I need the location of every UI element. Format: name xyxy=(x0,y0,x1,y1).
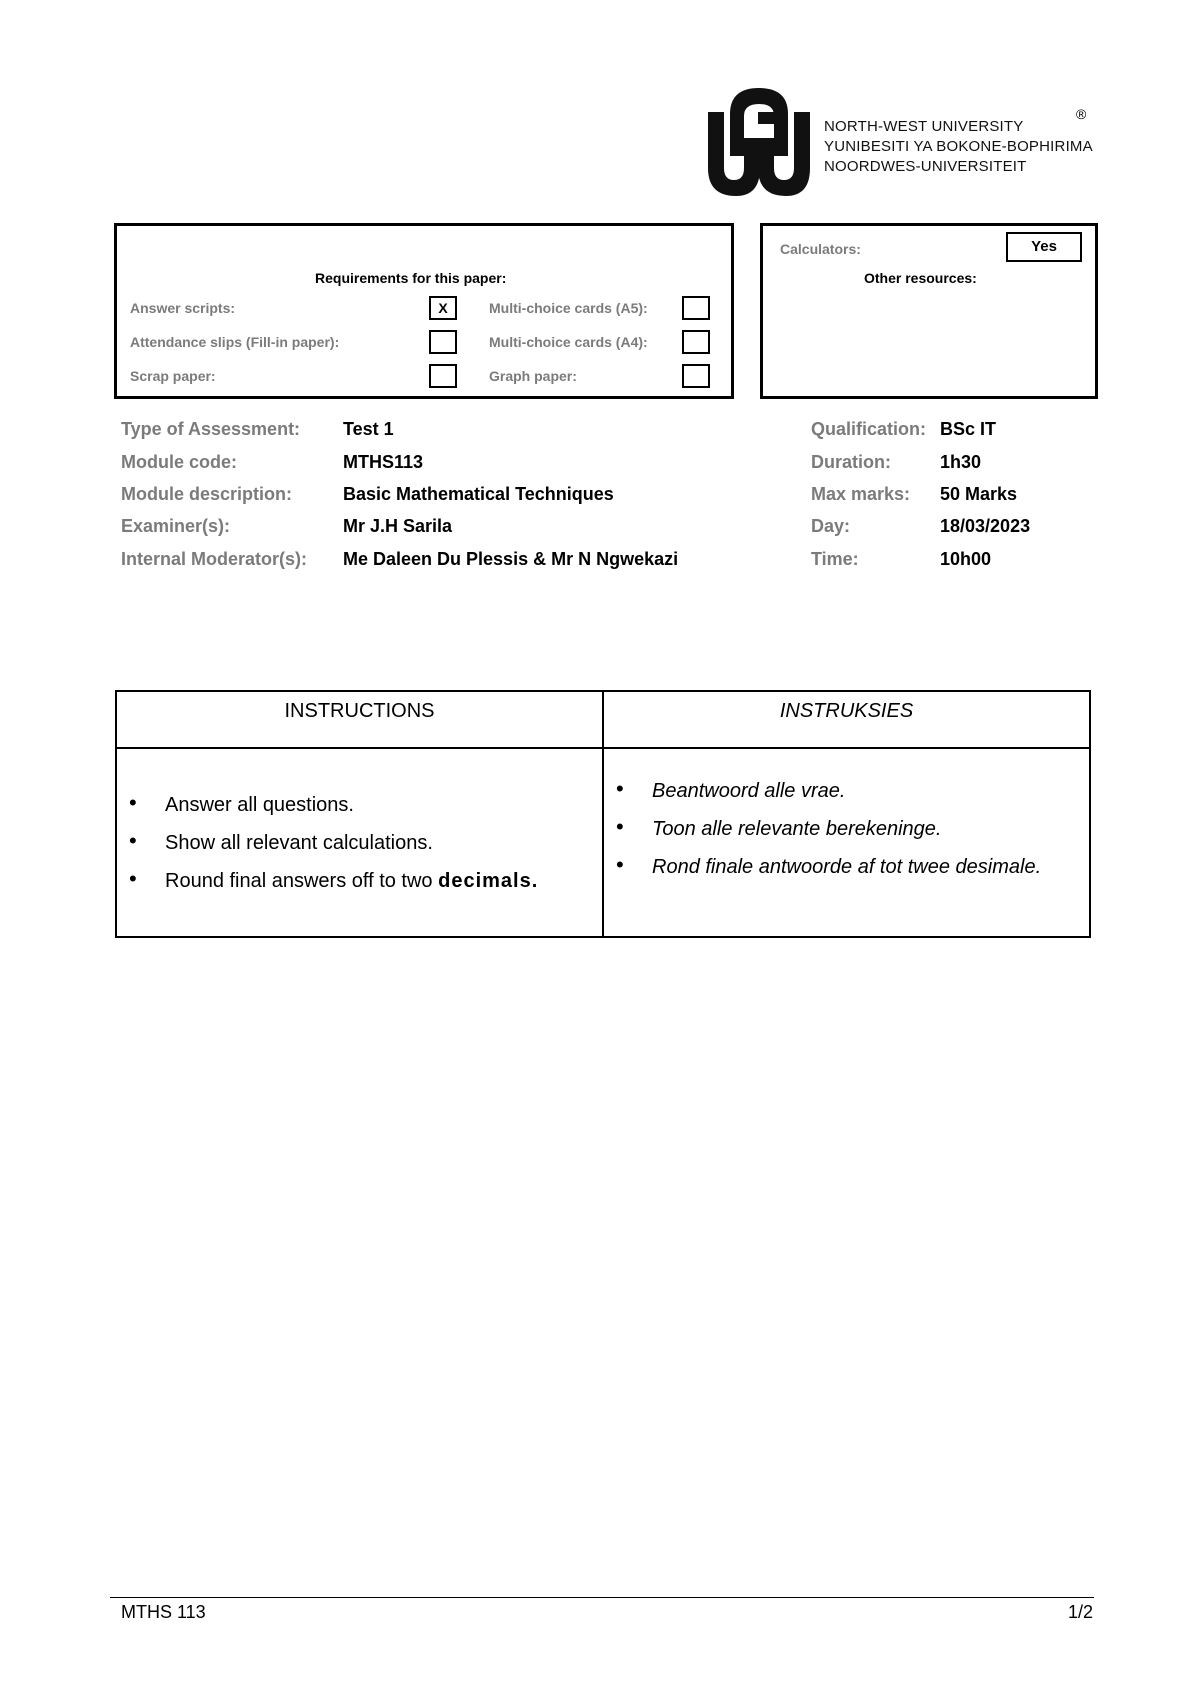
requirement-checkbox[interactable] xyxy=(682,364,710,388)
info-value: BSc IT xyxy=(940,419,997,439)
requirement-checkbox[interactable] xyxy=(682,296,710,320)
other-resources-label: Other resources: xyxy=(864,270,977,286)
footer-page-number: 1/2 xyxy=(1068,1602,1094,1622)
list-item-text: Round final answers off to two xyxy=(165,870,439,892)
info-value: 1h30 xyxy=(940,452,982,472)
requirement-checkbox[interactable] xyxy=(429,330,457,354)
requirement-label: Attendance slips (Fill-in paper): xyxy=(130,334,340,350)
info-label: Module code: xyxy=(121,452,237,472)
info-label: Examiner(s): xyxy=(121,516,231,536)
requirement-label: Answer scripts: xyxy=(130,300,236,316)
info-label: Type of Assessment: xyxy=(121,419,301,439)
logo-text-af: NOORDWES-UNIVERSITEIT xyxy=(824,158,1027,175)
info-value: MTHS113 xyxy=(343,452,424,472)
list-item: • Beantwoord alle vrae. xyxy=(604,779,1089,803)
registered-mark: ® xyxy=(1076,106,1087,122)
nwu-emblem-icon xyxy=(704,84,814,200)
requirement-label: Multi-choice cards (A5): xyxy=(489,300,648,316)
info-value: Me Daleen Du Plessis & Mr N Ngwekazi xyxy=(343,549,679,569)
info-value: Test 1 xyxy=(343,419,394,439)
requirements-title: Requirements for this paper: xyxy=(315,270,507,286)
info-label: Duration: xyxy=(811,452,891,472)
info-value: 18/03/2023 xyxy=(940,516,1031,536)
info-value: 50 Marks xyxy=(940,484,1018,504)
resources-box xyxy=(760,223,1098,399)
footer-module: MTHS 113 xyxy=(121,1602,206,1622)
requirement-checkbox[interactable] xyxy=(429,364,457,388)
requirement-label: Scrap paper: xyxy=(130,368,216,384)
info-label: Qualification: xyxy=(811,419,927,439)
calculators-label: Calculators: xyxy=(780,241,861,257)
info-label: Module description: xyxy=(121,484,292,504)
list-item: • Answer all questions. xyxy=(117,793,602,817)
info-label: Day: xyxy=(811,516,851,536)
list-item: • Show all relevant calculations. xyxy=(117,831,602,855)
list-item: • Rond finale antwoorde af tot twee desimale. xyxy=(604,855,1089,879)
list-item xyxy=(117,869,602,893)
info-value: Mr J.H Sarila xyxy=(343,516,453,536)
instructions-header-af: INSTRUKSIES xyxy=(603,691,1090,748)
requirement-label: Multi-choice cards (A4): xyxy=(489,334,648,350)
requirement-checkbox[interactable] xyxy=(682,330,710,354)
instructions-list-af xyxy=(604,779,1089,879)
info-label: Max marks: xyxy=(811,484,911,504)
info-label: Internal Moderator(s): xyxy=(121,549,308,569)
instructions-table xyxy=(115,690,1091,938)
requirements-box xyxy=(114,223,734,399)
logo-text-tn: YUNIBESITI YA BOKONE-BOPHIRIMA xyxy=(824,138,1093,155)
university-logo xyxy=(704,84,1104,200)
list-item: • Toon alle relevante berekeninge. xyxy=(604,817,1089,841)
keyword-decimals: decimals. xyxy=(438,870,539,892)
requirement-label: Graph paper: xyxy=(489,368,577,384)
info-value: Basic Mathematical Techniques xyxy=(343,484,614,504)
instructions-header-en: INSTRUCTIONS xyxy=(116,691,603,748)
instructions-list-en xyxy=(117,793,602,893)
instructions-cell-af xyxy=(603,748,1090,937)
logo-text-en: NORTH-WEST UNIVERSITY xyxy=(824,118,1024,135)
requirement-checkbox[interactable]: X xyxy=(429,296,457,320)
info-value: 10h00 xyxy=(940,549,992,569)
instructions-cell-en xyxy=(116,748,603,937)
info-label: Time: xyxy=(811,549,859,569)
footer-divider xyxy=(110,1597,1094,1598)
calculators-value: Yes xyxy=(1006,232,1082,262)
